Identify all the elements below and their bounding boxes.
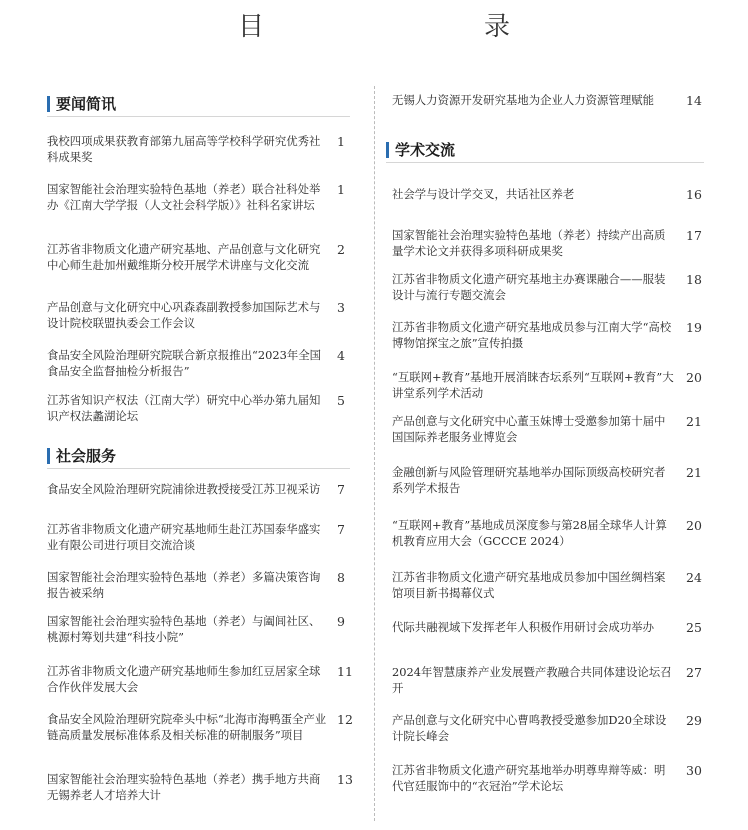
entry-title: 金融创新与风险管理研究基地举办国际顶级高校研究者系列学术报告: [392, 465, 666, 495]
entry-title: 江苏省非物质文化遗产研究基地成员参加中国丝绸档案馆项目新书揭幕仪式: [392, 570, 666, 600]
toc-entry[interactable]: [392, 518, 702, 549]
toc-entry[interactable]: [392, 570, 702, 601]
entry-page-number: 21: [686, 414, 702, 429]
toc-entry[interactable]: [47, 522, 345, 553]
entry-title: 无锡人力资源开发研究基地为企业人力资源管理赋能: [392, 93, 654, 107]
entry-title: “互联网+教育”基地成员深度参与第28届全球华人计算机教育应用大会（GCCCE 2024）: [392, 518, 667, 548]
entry-title: 国家智能社会治理实验特色基地（养老）携手地方共商无锡养老人才培养大计: [47, 772, 321, 802]
toc-entry[interactable]: [47, 134, 345, 165]
entry-title: 江苏省非物质文化遗产研究基地、产品创意与文化研究中心师生赴加州戴维斯分校开展学术讲座与文化交流: [47, 242, 321, 272]
section-heading-social: 社会服务: [47, 448, 116, 464]
toc-entry[interactable]: [392, 763, 702, 794]
entry-title: 产品创意与文化研究中心曹鸣教授受邀参加D20全球设计院长峰会: [392, 713, 667, 743]
toc-entry[interactable]: [47, 664, 353, 695]
toc-entry[interactable]: [392, 320, 702, 351]
toc-entry[interactable]: [392, 665, 702, 696]
toc-entry[interactable]: [392, 187, 702, 203]
entry-page-number: 14: [686, 93, 702, 108]
section-rule-news: [47, 116, 350, 117]
toc-entry[interactable]: [47, 614, 345, 645]
column-divider: [374, 86, 375, 821]
entry-page-number: 24: [686, 570, 702, 585]
toc-entry[interactable]: [392, 272, 702, 303]
entry-page-number: 29: [686, 713, 702, 728]
entry-page-number: 19: [686, 320, 702, 335]
entry-title: 产品创意与文化研究中心董玉妹博士受邀参加第十届中国国际养老服务业博览会: [392, 414, 666, 444]
entry-page-number: 18: [686, 272, 702, 287]
entry-page-number: 4: [337, 348, 345, 363]
entry-title: 社会学与设计学交叉，共话社区养老: [392, 187, 575, 201]
toc-entry[interactable]: [392, 228, 702, 259]
toc-entry[interactable]: [47, 482, 345, 498]
entry-page-number: 30: [686, 763, 702, 778]
toc-entry[interactable]: [47, 182, 345, 213]
entry-page-number: 21: [686, 465, 702, 480]
entry-page-number: 2: [337, 242, 345, 257]
entry-title: 食品安全风险治理研究院牵头中标“北海市海鸭蛋全产业链高质量发展标准体系及相关标准的研制服务”项目: [47, 712, 327, 742]
entry-title: 江苏省非物质文化遗产研究基地师生赴江苏国泰华盛实业有限公司进行项目交流洽谈: [47, 522, 321, 552]
entry-page-number: 1: [337, 134, 345, 149]
entry-page-number: 7: [337, 522, 345, 537]
entry-title: 江苏省非物质文化遗产研究基地主办赛课融合——服装设计与流行专题交流会: [392, 272, 666, 302]
toc-entry[interactable]: [392, 465, 702, 496]
entry-title: 国家智能社会治理实验特色基地（养老）持续产出高质量学术论文并获得多项科研成果奖: [392, 228, 666, 258]
toc-entry[interactable]: [392, 370, 702, 401]
entry-title: 国家智能社会治理实验特色基地（养老）多篇决策咨询报告被采纳: [47, 570, 321, 600]
toc-entry[interactable]: [47, 300, 345, 331]
entry-page-number: 1: [337, 182, 345, 197]
entry-page-number: 20: [686, 518, 702, 533]
toc-entry[interactable]: [47, 348, 345, 379]
entry-page-number: 9: [337, 614, 345, 629]
entry-title: 我校四项成果获教育部第九届高等学校科学研究优秀社科成果奖: [47, 134, 321, 164]
toc-entry[interactable]: [47, 393, 345, 424]
entry-page-number: 25: [686, 620, 702, 635]
toc-entry[interactable]: [392, 713, 702, 744]
toc-entry[interactable]: [392, 93, 702, 109]
entry-title: “互联网+教育”基地开展消睐杏坛系列“互联网+教育”大讲堂系列学术活动: [392, 370, 674, 400]
entry-page-number: 20: [686, 370, 702, 385]
entry-title: 国家智能社会治理实验特色基地（养老）与阖闾社区、桃源村筹划共建“科技小院”: [47, 614, 321, 644]
toc-entry[interactable]: [392, 414, 702, 445]
toc-entry[interactable]: [47, 712, 353, 743]
section-rule-social: [47, 468, 350, 469]
entry-page-number: 5: [337, 393, 345, 408]
entry-title: 2024年智慧康养产业发展暨产教融合共同体建设论坛召开: [392, 665, 672, 695]
entry-page-number: 12: [337, 712, 353, 727]
entry-page-number: 13: [337, 772, 353, 787]
toc-entry[interactable]: [47, 772, 353, 803]
entry-page-number: 17: [686, 228, 702, 243]
entry-page-number: 7: [337, 482, 345, 497]
entry-title: 江苏省非物质文化遗产研究基地师生参加红豆居家全球合作伙伴发展大会: [47, 664, 321, 694]
toc-entry[interactable]: [47, 570, 345, 601]
entry-title: 代际共融视域下发挥老年人积极作用研讨会成功举办: [392, 620, 654, 634]
entry-title: 江苏省非物质文化遗产研究基地举办明尊卑辩等威：明代官廷服饰中的“衣冠治”学术论坛: [392, 763, 666, 793]
entry-page-number: 27: [686, 665, 702, 680]
section-rule-academic: [386, 162, 704, 163]
section-heading-news: 要闻简讯: [47, 96, 116, 112]
entry-title: 江苏省知识产权法（江南大学）研究中心举办第九届知识产权法蠡湖论坛: [47, 393, 321, 423]
entry-page-number: 11: [337, 664, 353, 679]
section-heading-academic: 学术交流: [386, 142, 455, 158]
toc-entry[interactable]: [47, 242, 345, 273]
entry-title: 江苏省非物质文化遗产研究基地成员参与江南大学“高校博物馆探宝之旅”宣传拍摄: [392, 320, 672, 350]
entry-page-number: 16: [686, 187, 702, 202]
entry-page-number: 8: [337, 570, 345, 585]
entry-page-number: 3: [337, 300, 345, 315]
entry-title: 食品安全风险治理研究院浦徐进教授接受江苏卫视采访: [47, 482, 321, 496]
entry-title: 产品创意与文化研究中心巩森森副教授参加国际艺术与设计院校联盟执委会工作会议: [47, 300, 321, 330]
entry-title: 国家智能社会治理实验特色基地（养老）联合社科处举办《江南大学学报（人文社会科学版）》社科名家讲坛: [47, 182, 321, 212]
toc-entry[interactable]: [392, 620, 702, 636]
entry-title: 食品安全风险治理研究院联合新京报推出“2023年全国食品安全监督抽检分析报告”: [47, 348, 322, 378]
toc-title: 目 录: [237, 12, 566, 42]
